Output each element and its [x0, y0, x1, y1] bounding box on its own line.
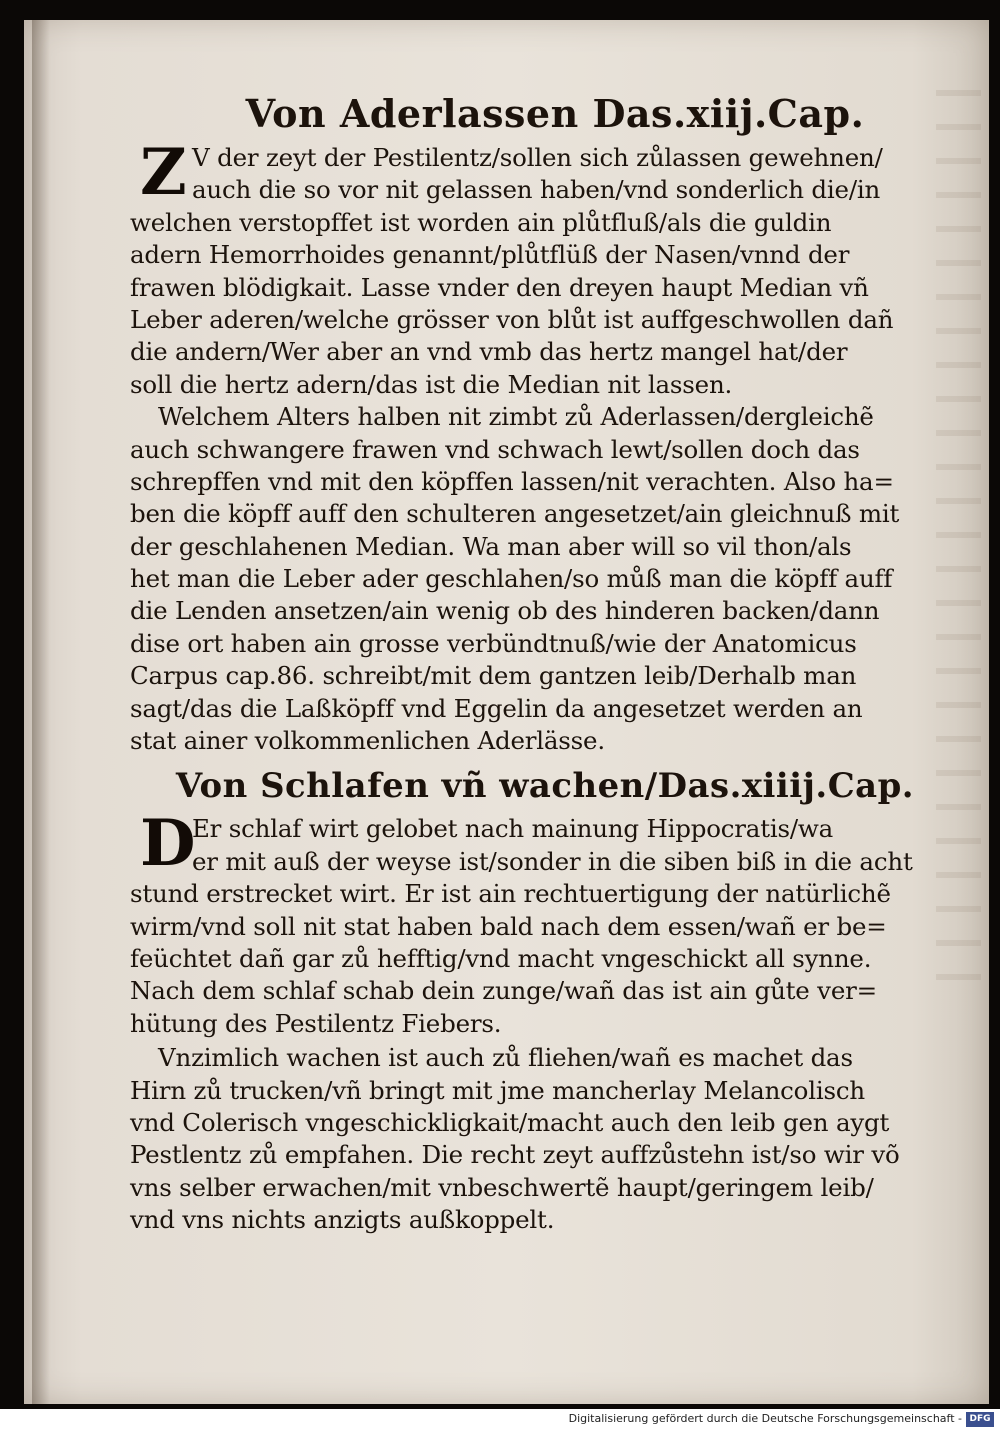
- text-line: V der zeyt der Pestilentz/sollen sich zůlassen gewehnen/: [192, 143, 883, 172]
- show-through-bleed: [936, 90, 981, 990]
- chapter-heading-13: Von Aderlassen Das.xiij.Cap.: [245, 91, 865, 136]
- page-gutter-shadow: [32, 20, 50, 1404]
- paragraph-1: [130, 135, 920, 401]
- funding-credit: Digitalisierung gefördert durch die Deutsche Forschungsgemeinschaft -: [568, 1412, 962, 1425]
- text-line: auch die so vor nit gelassen haben/vnd sonderlich die/in: [192, 175, 881, 205]
- text-line: Pestlentz zů empfahen. Die recht zeyt auffzůstehn ist/so wir võ: [130, 1140, 900, 1170]
- text-line: Carpus cap.86. schreibt/mit dem gantzen leib/Derhalb man: [130, 661, 857, 691]
- text-line: Leber aderen/welche grösser von blůt ist auffgeschwollen dañ: [130, 304, 894, 334]
- text-line: stat ainer volkommenlichen Aderlässe.: [130, 726, 605, 756]
- text-line: vnd vns nichts anzigts außkoppelt.: [130, 1205, 555, 1235]
- text-line: dise ort haben ain grosse verbündtnuß/wie der Anatomicus: [130, 628, 857, 658]
- text-line: Welchem Alters halben nit zimbt zů Aderlassen/dergleichẽ: [158, 402, 874, 432]
- text-line: Vnzimlich wachen ist auch zů fliehen/wañ es machet das: [158, 1043, 853, 1073]
- drop-cap-d: D: [140, 806, 196, 882]
- text-line: hütung des Pestilentz Fiebers.: [130, 1008, 502, 1038]
- text-line: auch schwangere frawen vnd schwach lewt/sollen doch das: [130, 434, 860, 464]
- text-line: schrepffen vnd mit den köpffen lassen/nit verachten. Also ha=: [130, 466, 894, 496]
- text-line: Nach dem schlaf schab dein zunge/wañ das ist ain gůte ver=: [130, 976, 877, 1006]
- page-text: [130, 86, 920, 1237]
- drop-cap-z: Z: [140, 135, 187, 210]
- book-page: [24, 20, 989, 1404]
- chapter-heading-14: Von Schlafen vñ wachen/Das.xiiij.Cap.: [175, 765, 915, 806]
- text-line: frawen blödigkait. Lasse vnder den dreyen haupt Median vñ: [130, 272, 869, 302]
- paragraph-2: [130, 401, 920, 757]
- text-line: adern Hemorrhoides genannt/plůtflüß der Nasen/vnnd der: [130, 240, 850, 270]
- text-line: die andern/Wer aber an vnd vmb das hertz mangel hat/der: [130, 337, 848, 367]
- text-line: ben die köpff auff den schulteren angesetzet/ain gleichnuß mit: [130, 499, 900, 529]
- digitization-footer: [0, 1409, 1000, 1431]
- text-line: Er schlaf wirt gelobet nach mainung Hippocratis/wa: [192, 814, 834, 844]
- paragraph-3: [130, 806, 920, 1040]
- text-line: feüchtet dañ gar zů hefftig/vnd macht vngeschickt all synne.: [130, 943, 872, 973]
- text-line: vns selber erwachen/mit vnbeschwertẽ haupt/geringem leib/: [130, 1172, 874, 1202]
- text-line: welchen verstopffet ist worden ain plůtfluß/als die guldin: [130, 207, 832, 237]
- text-line: wirm/vnd soll nit stat haben bald nach dem essen/wañ er be=: [130, 911, 887, 941]
- text-line: stund erstrecket wirt. Er ist ain rechtuertigung der natürlichẽ: [130, 879, 891, 909]
- text-line: sagt/das die Laßköpff vnd Eggelin da angesetzet werden an: [130, 693, 863, 723]
- text-line: soll die hertz adern/das ist die Median nit lassen.: [130, 369, 733, 399]
- text-line: der geschlahenen Median. Wa man aber will so vil thon/als: [130, 531, 852, 561]
- text-line: het man die Leber ader geschlahen/so můß man die köpff auff: [130, 564, 893, 594]
- text-line: die Lenden ansetzen/ain wenig ob des hinderen backen/dann: [130, 596, 880, 626]
- text-line: er mit auß der weyse ist/sonder in die siben biß in die acht: [192, 846, 913, 876]
- paragraph-4: [130, 1042, 920, 1236]
- text-line: vnd Colerisch vngeschickligkait/macht auch den leib gen aygt: [130, 1107, 890, 1137]
- dfg-logo: DFG: [966, 1412, 994, 1427]
- text-line: Hirn zů trucken/vñ bringt mit jme mancherlay Melancolisch: [130, 1075, 865, 1105]
